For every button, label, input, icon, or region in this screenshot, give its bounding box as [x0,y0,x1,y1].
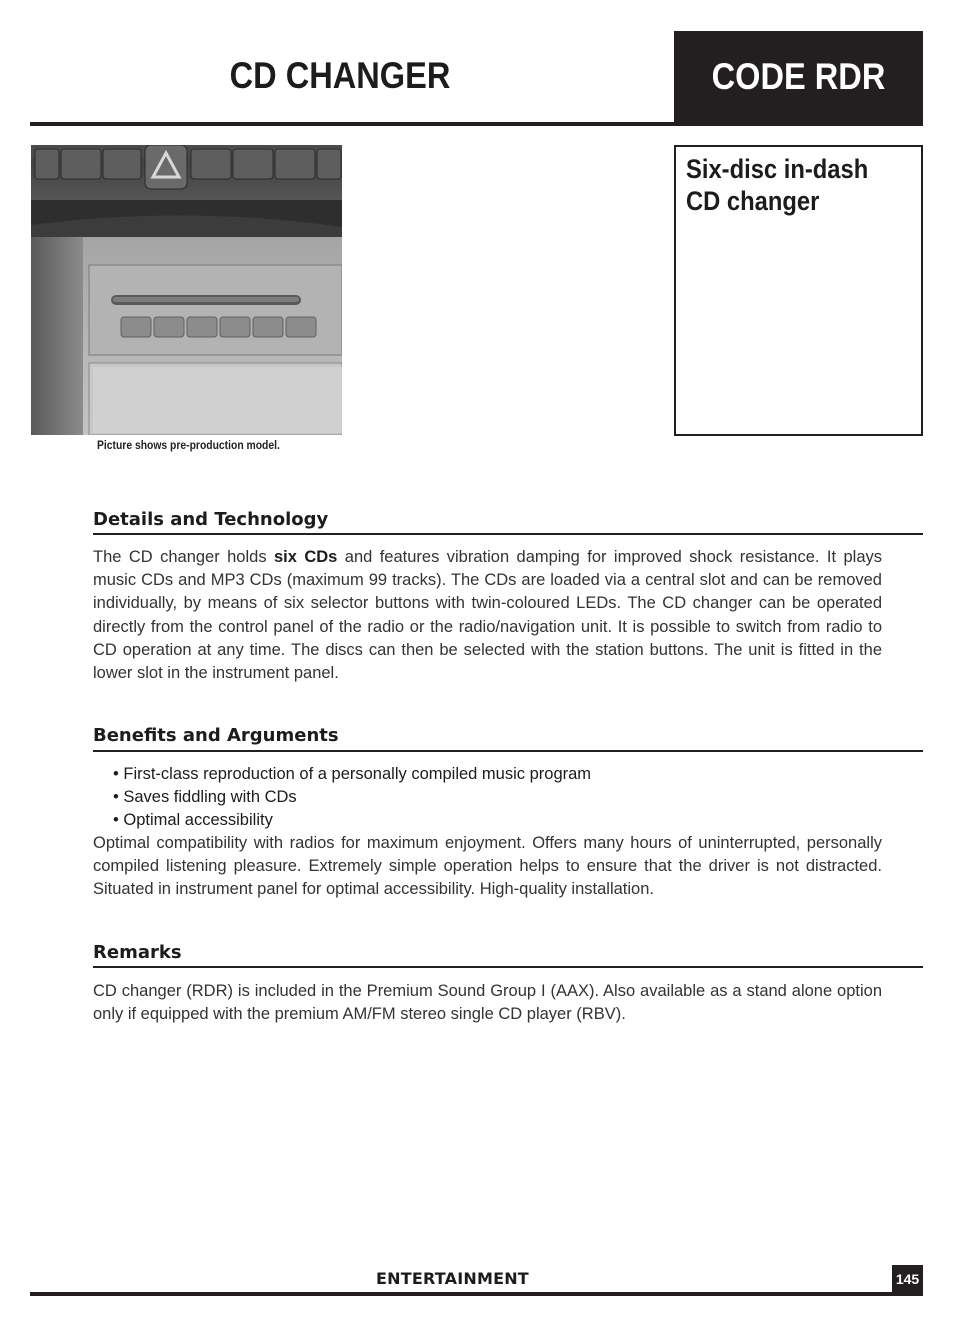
feature-summary-title [686,153,884,217]
dashboard-illustration [31,145,342,435]
section-divider-benefits [93,750,923,752]
footer-section-label: ENTERTAINMENT [376,1269,529,1288]
details-paragraph [93,546,882,685]
details-text-start: The CD changer holds [93,548,274,566]
benefit-bullet: • Optimal accessibility [113,811,273,830]
section-divider-details [93,533,923,535]
option-code-box [674,31,923,126]
section-heading-details: Details and Technology [93,509,329,530]
option-code: CODE RDR [711,56,886,97]
section-heading-remarks: Remarks [93,942,182,963]
details-text-end: and features vibration damping for improved shock resistance. It plays music CDs and MP3 CDs (maximum 99 tracks). The CDs are loaded via a central slot and can be removed individually, by means of six selector buttons with twin-coloured LEDs. The CD changer can be operated directly from the control panel of the radio or the radio/navigation unit. It is possible to switch from radio to CD operation at any time. The discs can then be selected with the station buttons. The unit is fitted in the lower slot in the instrument panel. [93,548,882,683]
header-divider [30,122,675,126]
feature-summary-line-1: Six-disc in-dash [686,154,869,184]
section-divider-remarks [93,966,923,968]
footer-divider [30,1292,923,1296]
section-heading-benefits: Benefits and Arguments [93,725,339,746]
page-number-box [892,1265,923,1294]
benefits-bullet-list [113,763,591,833]
benefit-bullet: • First-class reproduction of a personally compiled music program [113,765,592,783]
page-number: 145 [895,1271,920,1287]
feature-summary-line-2: CD changer [686,186,820,216]
remarks-paragraph: CD changer (RDR) is included in the Premium Sound Group I (AAX). Also available as a stand alone option only if equipped with the premium AM/FM stereo single CD player (RBV). [93,982,882,1024]
benefit-bullet: • Saves fiddling with CDs [113,788,297,807]
feature-summary-box [674,145,923,436]
cd-changer-photo [31,145,342,435]
page-title: CD CHANGER [229,55,451,96]
details-bold-text: six CDs [274,548,338,566]
photo-caption: Picture shows pre-production model. [97,440,280,452]
benefits-paragraph: Optimal compatibility with radios for maximum enjoyment. Offers many hours of uninterrupted, personally compiled listening pleasure. Extremely simple operation helps to ensure that the driver is not distracted. Situated in instrument panel for optimal accessibility. High-quality installation. [93,834,882,899]
